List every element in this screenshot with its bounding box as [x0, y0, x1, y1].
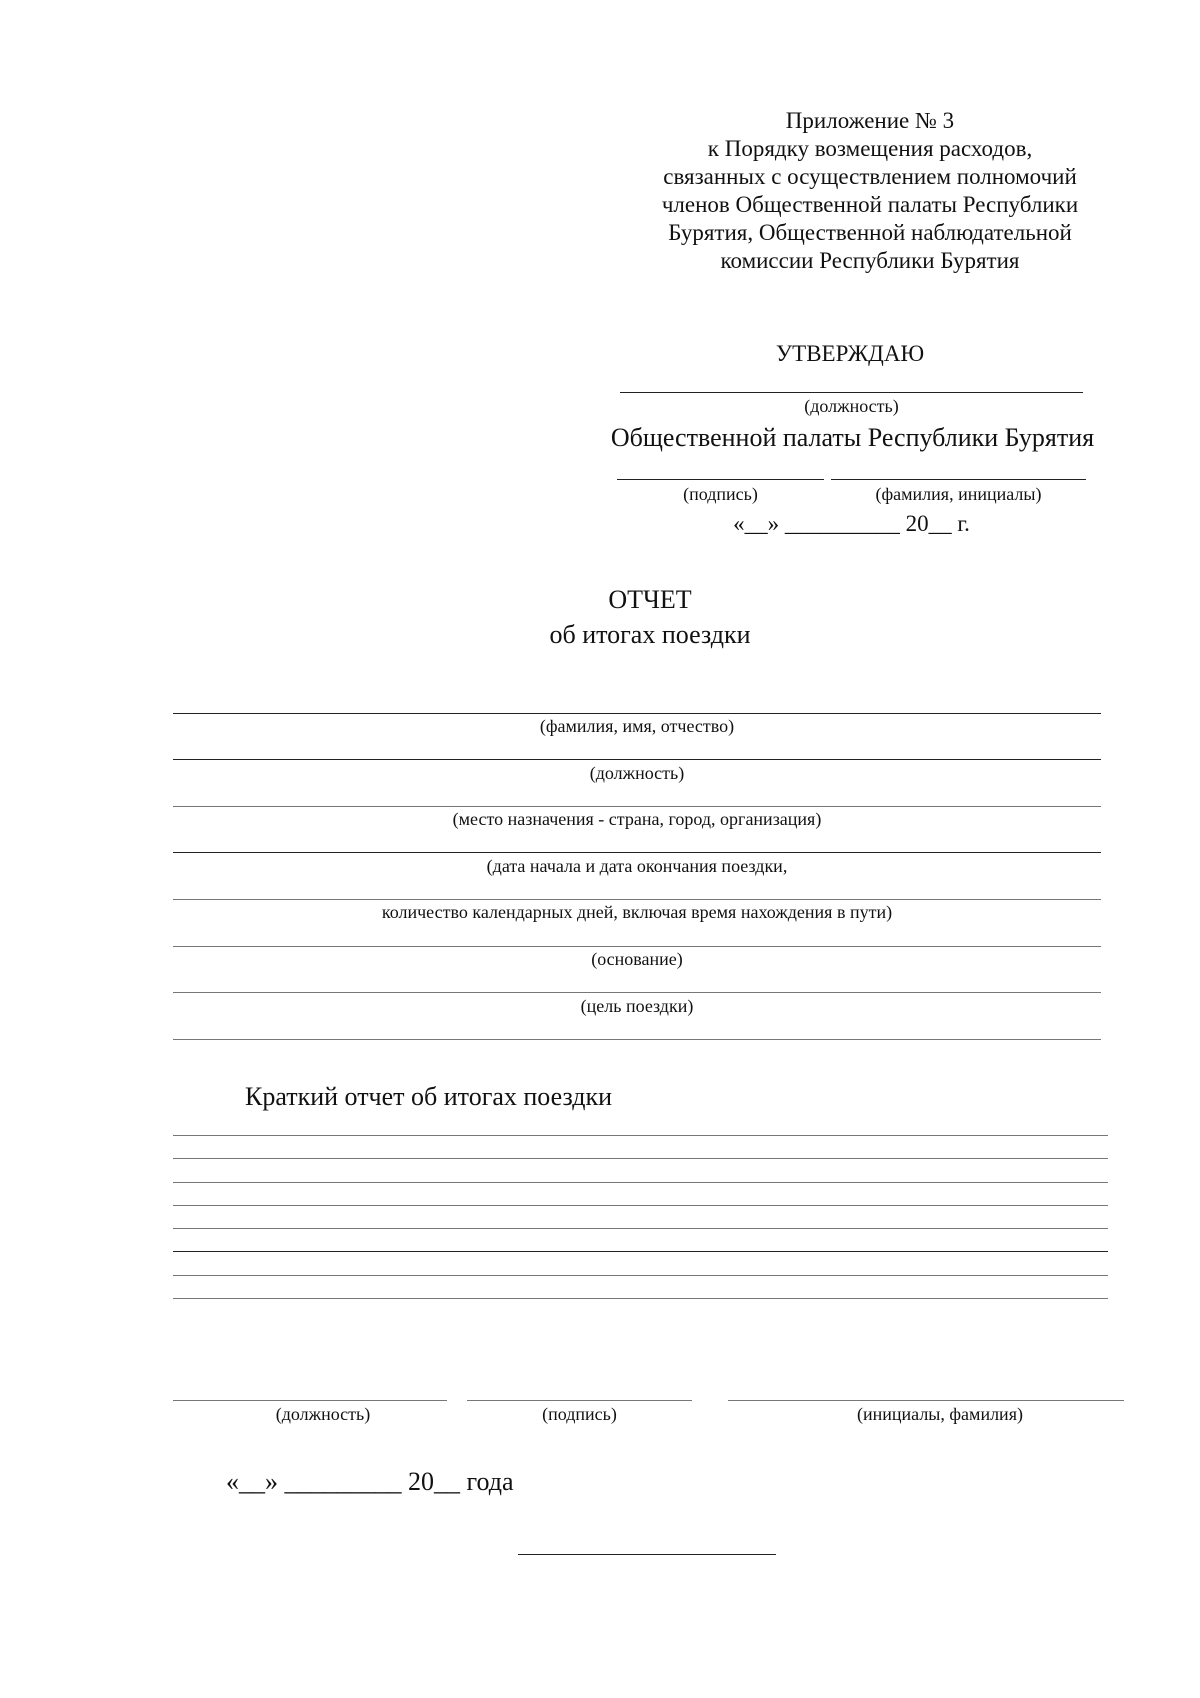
signoff-position-caption: (должность)	[275, 1404, 371, 1424]
summary-line[interactable]	[173, 1298, 1108, 1299]
approve-date-line: «__» __________ 20__ г.	[733, 511, 970, 536]
appendix-block	[610, 107, 1130, 275]
summary-line[interactable]	[173, 1275, 1108, 1276]
field-caption: количество календарных дней, включая время нахождения в пути)	[381, 902, 893, 922]
field-caption: (должность)	[589, 763, 685, 783]
report-subtitle: об итогах поездки	[549, 620, 751, 649]
approve-organization: Общественной палаты Республики Бурятия	[610, 423, 1095, 452]
approve-signature-caption: (подпись)	[683, 484, 758, 504]
approve-name-caption: (фамилия, инициалы)	[875, 484, 1042, 504]
signoff-position-line[interactable]	[173, 1400, 447, 1401]
field-line[interactable]	[173, 899, 1101, 900]
field-line[interactable]	[173, 759, 1101, 760]
approve-position-caption: (должность)	[804, 396, 899, 416]
summary-line[interactable]	[173, 1251, 1108, 1252]
field-line[interactable]	[173, 713, 1101, 714]
appendix-line: комиссии Республики Бурятия	[720, 248, 1020, 273]
field-caption: (основание)	[591, 949, 683, 969]
bottom-line	[518, 1554, 776, 1555]
appendix-number: Приложение № 3	[785, 108, 955, 133]
field-line[interactable]	[173, 946, 1101, 947]
appendix-line: Бурятия, Общественной наблюдательной	[668, 220, 1072, 245]
appendix-line: к Порядку возмещения расходов,	[707, 136, 1033, 161]
approve-signature-line[interactable]	[617, 479, 824, 480]
summary-line[interactable]	[173, 1158, 1108, 1159]
appendix-line: связанных с осуществлением полномочий	[663, 164, 1077, 189]
field-caption: (цель поездки)	[580, 996, 694, 1016]
summary-line[interactable]	[173, 1135, 1108, 1136]
approve-position-line[interactable]	[620, 392, 1083, 393]
report-title: ОТЧЕТ	[608, 585, 692, 614]
field-caption: (место назначения - страна, город, организация)	[452, 809, 822, 829]
signoff-signature-caption: (подпись)	[542, 1404, 617, 1424]
signoff-name-line[interactable]	[728, 1400, 1124, 1401]
signoff-signature-line[interactable]	[467, 1400, 692, 1401]
summary-line[interactable]	[173, 1182, 1108, 1183]
field-caption: (фамилия, имя, отчество)	[539, 716, 735, 736]
field-caption: (дата начала и дата окончания поездки,	[486, 856, 788, 876]
summary-line[interactable]	[173, 1205, 1108, 1206]
approve-heading: УТВЕРЖДАЮ	[775, 341, 925, 366]
field-line[interactable]	[173, 992, 1101, 993]
field-line[interactable]	[173, 1039, 1101, 1040]
summary-line[interactable]	[173, 1228, 1108, 1229]
appendix-line: членов Общественной палаты Республики	[661, 192, 1079, 217]
signoff-date-line: «__» _________ 20__ года	[226, 1467, 514, 1496]
field-line[interactable]	[173, 852, 1101, 853]
signoff-name-caption: (инициалы, фамилия)	[857, 1404, 1023, 1424]
summary-heading: Краткий отчет об итогах поездки	[245, 1082, 613, 1111]
approve-name-line[interactable]	[831, 479, 1086, 480]
field-line[interactable]	[173, 806, 1101, 807]
